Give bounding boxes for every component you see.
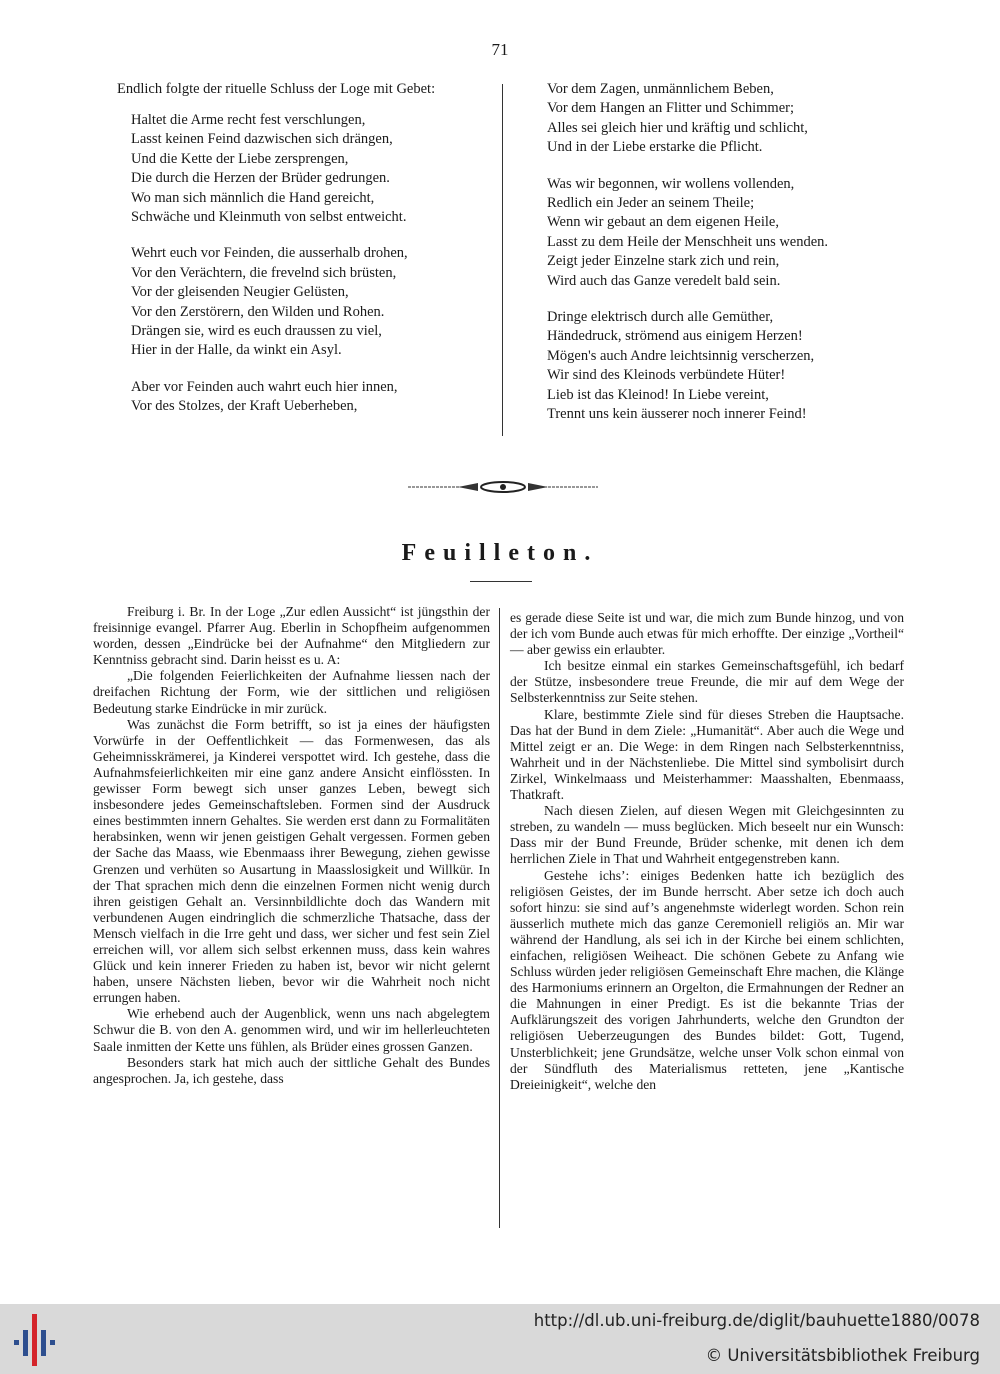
poem-line: Wo man sich männlich die Hand gereicht, bbox=[131, 189, 375, 206]
library-logo-icon bbox=[14, 1314, 54, 1366]
poem-intro: Endlich folgte der rituelle Schluss der Loge mit Gebet: bbox=[117, 81, 436, 97]
article-paragraph: Besonders stark hat mich auch der sittliche Gehalt des Bundes angesprochen. Ja, ich gestehe, dass bbox=[93, 1054, 490, 1086]
poem-line: Was wir begonnen, wir wollens vollenden, bbox=[547, 175, 795, 192]
page-number: 71 bbox=[491, 40, 509, 59]
poem-line: Wird auch das Ganze veredelt bald sein. bbox=[547, 272, 781, 289]
poem-right-stanzas bbox=[517, 80, 907, 425]
poem-stanza bbox=[131, 111, 493, 227]
poem-left-stanzas bbox=[97, 111, 493, 417]
article-right-column bbox=[510, 610, 904, 1093]
poem-stanza bbox=[547, 175, 907, 291]
article-paragraph: Klare, bestimmte Ziele sind für dieses Streben die Hauptsache. Das hat der Bund in dem Ziele: „Humanität“. Aber auch die Wege und Mittel zeigt er an. Die Wege: in dem Ringen nach Selbsterkenntniss, Wahrheit und in der Nächstenliebe. Die Mittel sind symbolisirt durch Zirkel, Winkelmaass und Meisterhammer: Maasshalten, Ebenmaass, Thatkraft. bbox=[510, 706, 904, 803]
poem-stanza bbox=[547, 80, 907, 158]
poem-line: Händedruck, strömend aus einigem Herzen! bbox=[547, 328, 803, 345]
title-underline bbox=[470, 581, 532, 582]
poem-stanza bbox=[131, 378, 493, 417]
poem-line: Wehrt euch vor Feinden, die ausserhalb drohen, bbox=[131, 245, 408, 262]
poem-line: Hier in der Halle, da winkt ein Asyl. bbox=[131, 342, 342, 359]
poem-line: Lasst zu dem Heile der Menschheit uns wenden. bbox=[547, 233, 829, 250]
poem-right-column bbox=[517, 80, 907, 442]
ornament-divider bbox=[408, 480, 598, 494]
poem-line: Vor den Verächtern, die frevelnd sich brüsten, bbox=[131, 264, 397, 281]
poem-line: Die durch die Herzen der Brüder gedrungen. bbox=[131, 170, 390, 187]
poem-line: Vor des Stolzes, der Kraft Ueberheben, bbox=[131, 398, 358, 415]
poem-line: Schwäche und Kleinmuth von selbst entweicht. bbox=[131, 209, 407, 226]
poem-column-divider bbox=[502, 84, 503, 436]
poem-line: Trennt uns kein äusserer noch innerer Feind! bbox=[547, 406, 807, 423]
poem-line: Wenn wir gebaut an dem eigenen Heile, bbox=[547, 214, 779, 231]
poem-line: Vor dem Zagen, unmännlichem Beben, bbox=[547, 81, 774, 97]
article-paragraph: Wie erhebend auch der Augenblick, wenn uns nach abgelegtem Schwur die B. von den A. genommen wird, und wir im hellerleuchteten Saale inmitten der Kette uns fühlen, als Brüder eines grossen Ganzen. bbox=[93, 1006, 490, 1054]
poem-stanza bbox=[131, 244, 493, 360]
poem-line: Und die Kette der Liebe zersprengen, bbox=[131, 150, 349, 167]
poem-line: Haltet die Arme recht fest verschlungen, bbox=[131, 112, 366, 128]
poem-line: Lieb ist das Kleinod! In Liebe vereint, bbox=[547, 386, 769, 403]
article-paragraph: Gestehe ichs’: einiges Bedenken hatte ich bezüglich des religiösen Geistes, der im Bunde herrscht. Aber setze ich doch auch sofort hinzu: sie sind auf’s angenehmste widerlegt worden. Schon rein äusserlich muthete mich das ganze Ceremoniell religiös an. Mir war während der Handlung, als sei ich in der Kirche bei einem schlichten, einfachen, religiösen Weiheact. Die schönen Gebete zu Anfang wie Schluss würden jeder religiösen Gemeinschaft Ehre machen, die Klänge des Harmoniums erinnern an Orgelton, die Ermahnungen der Redner an die Mahnungen in einer Predigt. Es ist die bekannte Trias der Aufklärungszeit des vorigen Jahrhunderts, welche den Grundton der religiösen Ueberzeugungen des Bundes bildet: Gott, Tugend, Unsterblichkeit; jene Grundsätze, welche unser Volk schon einmal von der Sündfluth des Materialismus retteten, jene „Kantische Dreieinigkeit“, welche den bbox=[510, 867, 904, 1092]
library-footer bbox=[0, 1304, 1000, 1374]
poem-line: Vor den Zerstörern, den Wilden und Rohen. bbox=[131, 303, 385, 320]
poem-line: Dringe elektrisch durch alle Gemüther, bbox=[547, 309, 774, 326]
poem-line: Und in der Liebe erstarke die Pflicht. bbox=[547, 139, 763, 156]
poem-stanza bbox=[547, 308, 907, 424]
article-paragraph: „Die folgenden Feierlichkeiten der Aufnahme liessen nach der dreifachen Richtung der Form, wie der sittlichen und religiösen Bedeutung starke Eindrücke in mir zurück. bbox=[93, 668, 490, 716]
article-paragraph: es gerade diese Seite ist und war, die mich zum Bunde hinzog, und von der ich vom Bunde auch etwas für mich erhoffte. Der einzige „Vortheil“ — aber gewiss ein erlaubter. bbox=[510, 610, 904, 658]
poem-line: Lasst keinen Feind dazwischen sich drängen, bbox=[131, 131, 393, 148]
article-paragraph: Freiburg i. Br. In der Loge „Zur edlen Aussicht“ ist jüngsthin der freisinnige evangel. Pfarrer Aug. Eberlin in Schopfheim aufgenommen worden, dessen „Eindrücke bei der Aufnahme“ den Mitgliedern zur Kenntniss gebracht sind. Darin heisst es u. A: bbox=[93, 604, 490, 668]
article-paragraph: Ich besitze einmal ein starkes Gemeinschaftsgefühl, ich bedarf der Stütze, insbesondere treue Freunde, die mir auf dem Wege der Selbsterkenntniss zur Seite stehen. bbox=[510, 658, 904, 706]
article-column-divider bbox=[499, 608, 500, 1228]
section-title: Feuilleton. bbox=[401, 540, 599, 566]
permalink-url[interactable]: http://dl.ub.uni-freiburg.de/diglit/bauhuette1880/0078 bbox=[533, 1311, 980, 1330]
poem-left-column bbox=[97, 80, 493, 434]
copyright-notice: © Universitätsbibliothek Freiburg bbox=[705, 1346, 980, 1365]
poem-line: Mögen's auch Andre leichtsinnig verscherzen, bbox=[547, 347, 815, 364]
poem-line: Alles sei gleich hier und kräftig und schlicht, bbox=[547, 119, 808, 136]
poem-line: Aber vor Feinden auch wahrt euch hier innen, bbox=[131, 378, 398, 395]
article-left-column bbox=[93, 604, 490, 1087]
article-paragraph: Nach diesen Zielen, auf diesen Wegen mit Gleichgesinnten zu streben, zu wandeln — muss beglücken. Mich beseelt nur ein Wunsch: Dass mir der Bund Freunde, Brüder schenke, mit denen ich dem herrlichen Ziele in That und Wahrheit entgegenstreben kann. bbox=[510, 803, 904, 867]
poem-line: Redlich ein Jeder an seinem Theile; bbox=[547, 195, 755, 212]
poem-line: Drängen sie, wird es euch draussen zu viel, bbox=[131, 323, 382, 340]
poem-line: Vor dem Hangen an Flitter und Schimmer; bbox=[547, 100, 794, 117]
poem-line: Wir sind des Kleinods verbündete Hüter! bbox=[547, 367, 786, 384]
poem-line: Vor der gleisenden Neugier Gelüsten, bbox=[131, 284, 349, 301]
article-paragraph: Was zunächst die Form betrifft, so ist ja eines der häufigsten Vorwürfe in der Oeffentlichkeit — das Formenwesen, das als Geheimnisskrämerei, ja Kinderei verspottet wird. Ich gestehe, dass die Aufnahmsfeierlichkeiten mir eine ganz andere Ansicht einflössten. In gewisser Form bewegt sich unser ganzes Leben, bewegt sich insbesondere jedes Gemeinschaftsleben. Formen sind der Ausdruck eines bestimmten innern Gehaltes. Sie werden erst dann zu Formalitäten herabsinken, wenn wir jenen geistigen Gehalt vergessen. Formen geben der Sache das Maass, wie Ebenmaass ihrer Bewegung, ziehen gewisse Grenzen und verhüten so Ausartung in Maasslosigkeit und Willkür. In der That sprachen mich denn die einzelnen Formen nicht wenig durch ihren geistigen Gehalt an. Versinnbildlichte doch das Wandern mit verbundenen Augen eindringlich die schmerzliche Thatsache, dass der Mensch vielfach in die Irre geht und dass, wer sicher und fest sein Ziel erreichen will, vor allem sich selbst erkennen muss, dass kein wahres Glück und kein innerer Frieden zu haben ist, bevor wir nicht gelernt haben, unsere Nächsten lieben, bevor wir die Wahrheit noch nicht errungen haben. bbox=[93, 716, 490, 1006]
poem-line: Zeigt jeder Einzelne stark zich und rein, bbox=[547, 253, 780, 270]
